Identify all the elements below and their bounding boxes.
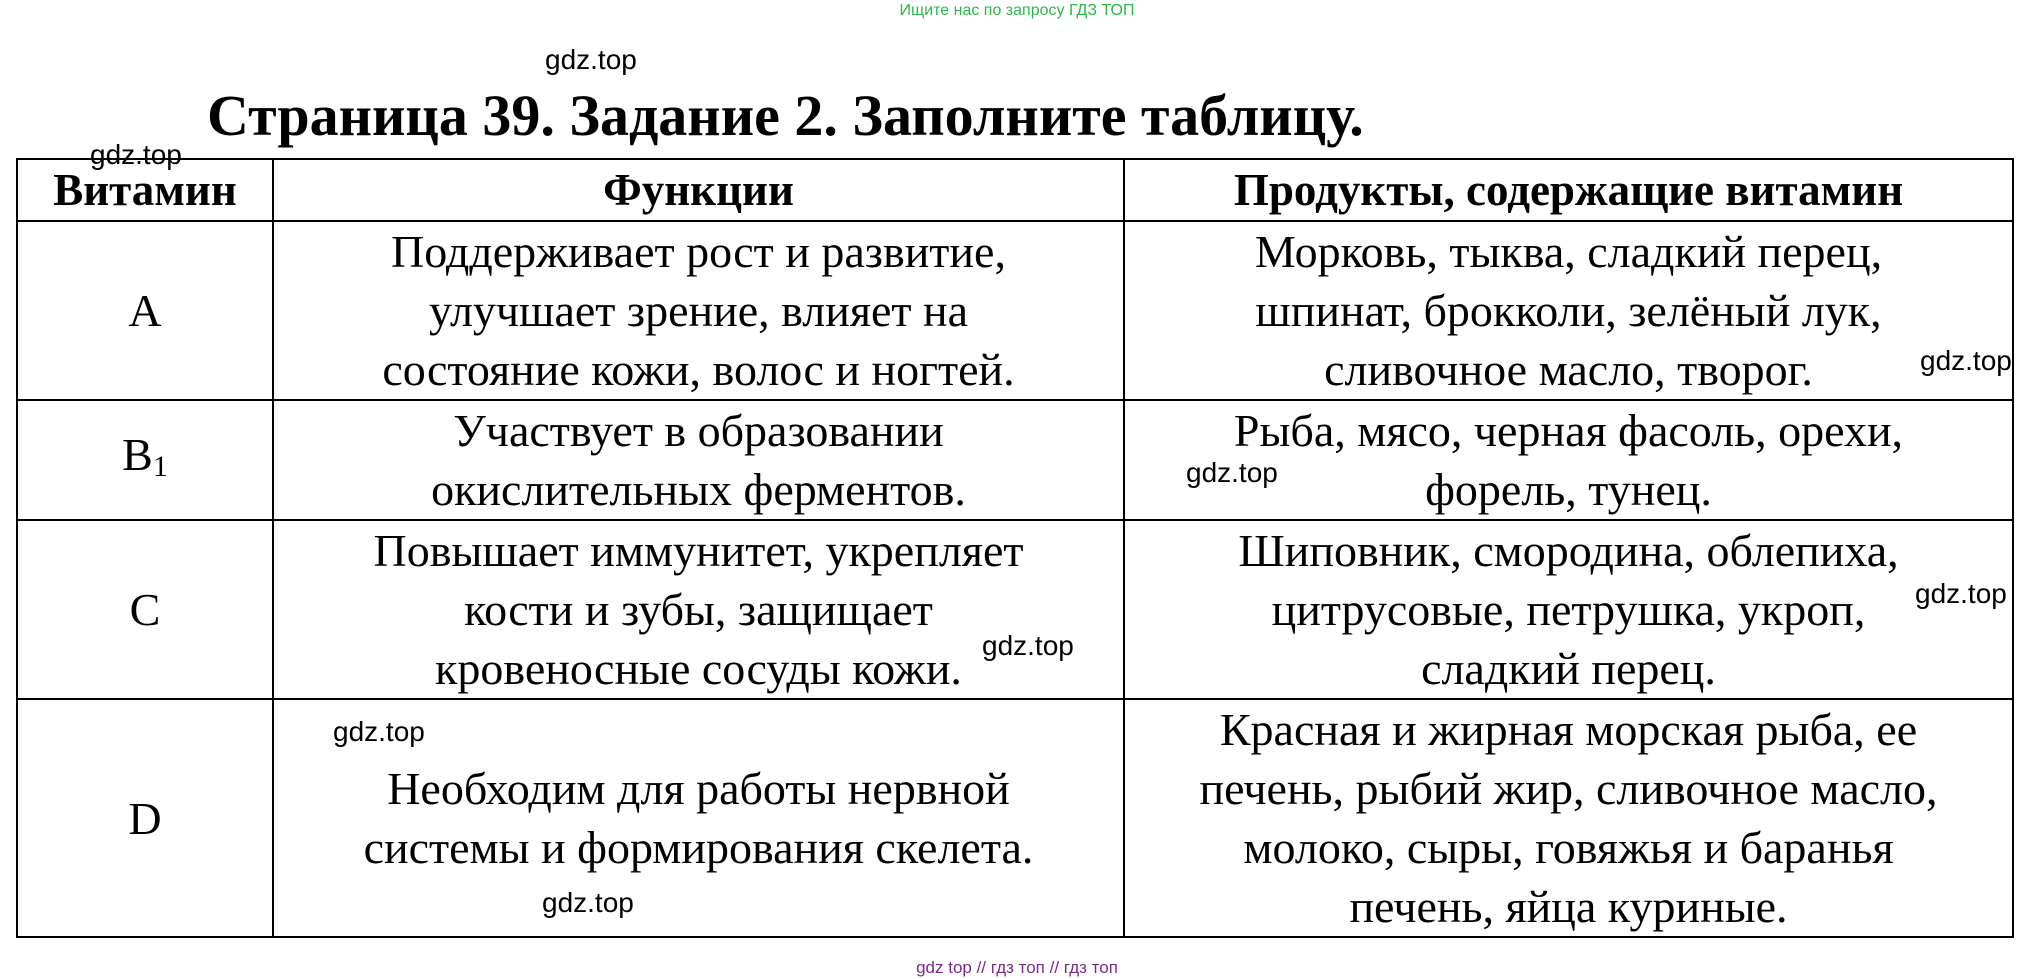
- vitamin-letter: B: [122, 428, 153, 480]
- products-line: форель, тунец.: [1425, 464, 1712, 515]
- vitamins-table: [16, 158, 2014, 938]
- products-line: Шиповник, смородина, облепиха,: [1238, 525, 1899, 576]
- functions-line: состояние кожи, волос и ногтей.: [382, 344, 1015, 395]
- products-line: Красная и жирная морская рыба, ее: [1219, 704, 1918, 755]
- vitamin-subscript: 1: [152, 449, 168, 483]
- functions-line: кровеносные сосуды кожи.: [435, 643, 962, 694]
- table-header-row: [17, 159, 2013, 221]
- watermark: gdz.top: [545, 44, 637, 75]
- products-cell: [1124, 221, 2013, 400]
- functions-line: окислительных ферментов.: [431, 464, 966, 515]
- products-cell: [1124, 699, 2013, 937]
- table-row: [17, 400, 2013, 520]
- watermark: gdz.top: [90, 139, 182, 170]
- header-products: Продукты, содержащие витамин: [1124, 159, 2013, 221]
- functions-line: Необходим для работы нервной: [387, 763, 1010, 814]
- products-line: молоко, сыры, говяжья и баранья: [1243, 822, 1894, 873]
- products-line: сливочное масло, творог.: [1324, 344, 1813, 395]
- functions-cell: [273, 400, 1124, 520]
- products-line: цитрусовые, петрушка, укроп,: [1271, 584, 1866, 635]
- functions-line: Поддерживает рост и развитие,: [391, 226, 1006, 277]
- functions-line: системы и формирования скелета.: [363, 822, 1034, 873]
- top-search-hint: Ищите нас по запросу ГДЗ ТОП: [899, 2, 1135, 19]
- products-line: печень, рыбий жир, сливочное масло,: [1199, 763, 1938, 814]
- vitamin-cell: A: [17, 221, 273, 400]
- functions-cell: [273, 520, 1124, 699]
- watermark: gdz.top: [333, 716, 425, 747]
- functions-line: Повышает иммунитет, укрепляет: [373, 525, 1024, 576]
- table-row: [17, 221, 2013, 400]
- header-functions: Функции: [273, 159, 1124, 221]
- watermark: gdz.top: [1915, 578, 2007, 609]
- products-cell: [1124, 520, 2013, 699]
- table-row: [17, 699, 2013, 937]
- watermark: gdz.top: [1920, 345, 2012, 376]
- footer-watermark: gdz top // гдз топ // гдз топ: [916, 958, 1118, 977]
- functions-line: Участвует в образовании: [453, 405, 944, 456]
- vitamin-cell: C: [17, 520, 273, 699]
- table-row: [17, 520, 2013, 699]
- header-vitamin: Витамин: [17, 159, 273, 221]
- page-title: Страница 39. Задание 2. Заполните таблицу.: [207, 83, 1364, 148]
- vitamin-cell: D: [17, 699, 273, 937]
- products-line: печень, яйца куриные.: [1349, 881, 1788, 932]
- watermark: gdz.top: [542, 887, 634, 918]
- functions-line: улучшает зрение, влияет на: [428, 285, 969, 336]
- vitamin-cell: [17, 400, 273, 520]
- functions-line: кости и зубы, защищает: [464, 584, 933, 635]
- functions-cell: [273, 221, 1124, 400]
- products-line: шпинат, брокколи, зелёный лук,: [1255, 285, 1882, 336]
- products-line: Морковь, тыква, сладкий перец,: [1254, 226, 1883, 277]
- products-line: Рыба, мясо, черная фасоль, орехи,: [1233, 405, 1904, 456]
- watermark: gdz.top: [982, 630, 1074, 661]
- watermark: gdz.top: [1186, 457, 1278, 488]
- products-line: сладкий перец.: [1421, 643, 1716, 694]
